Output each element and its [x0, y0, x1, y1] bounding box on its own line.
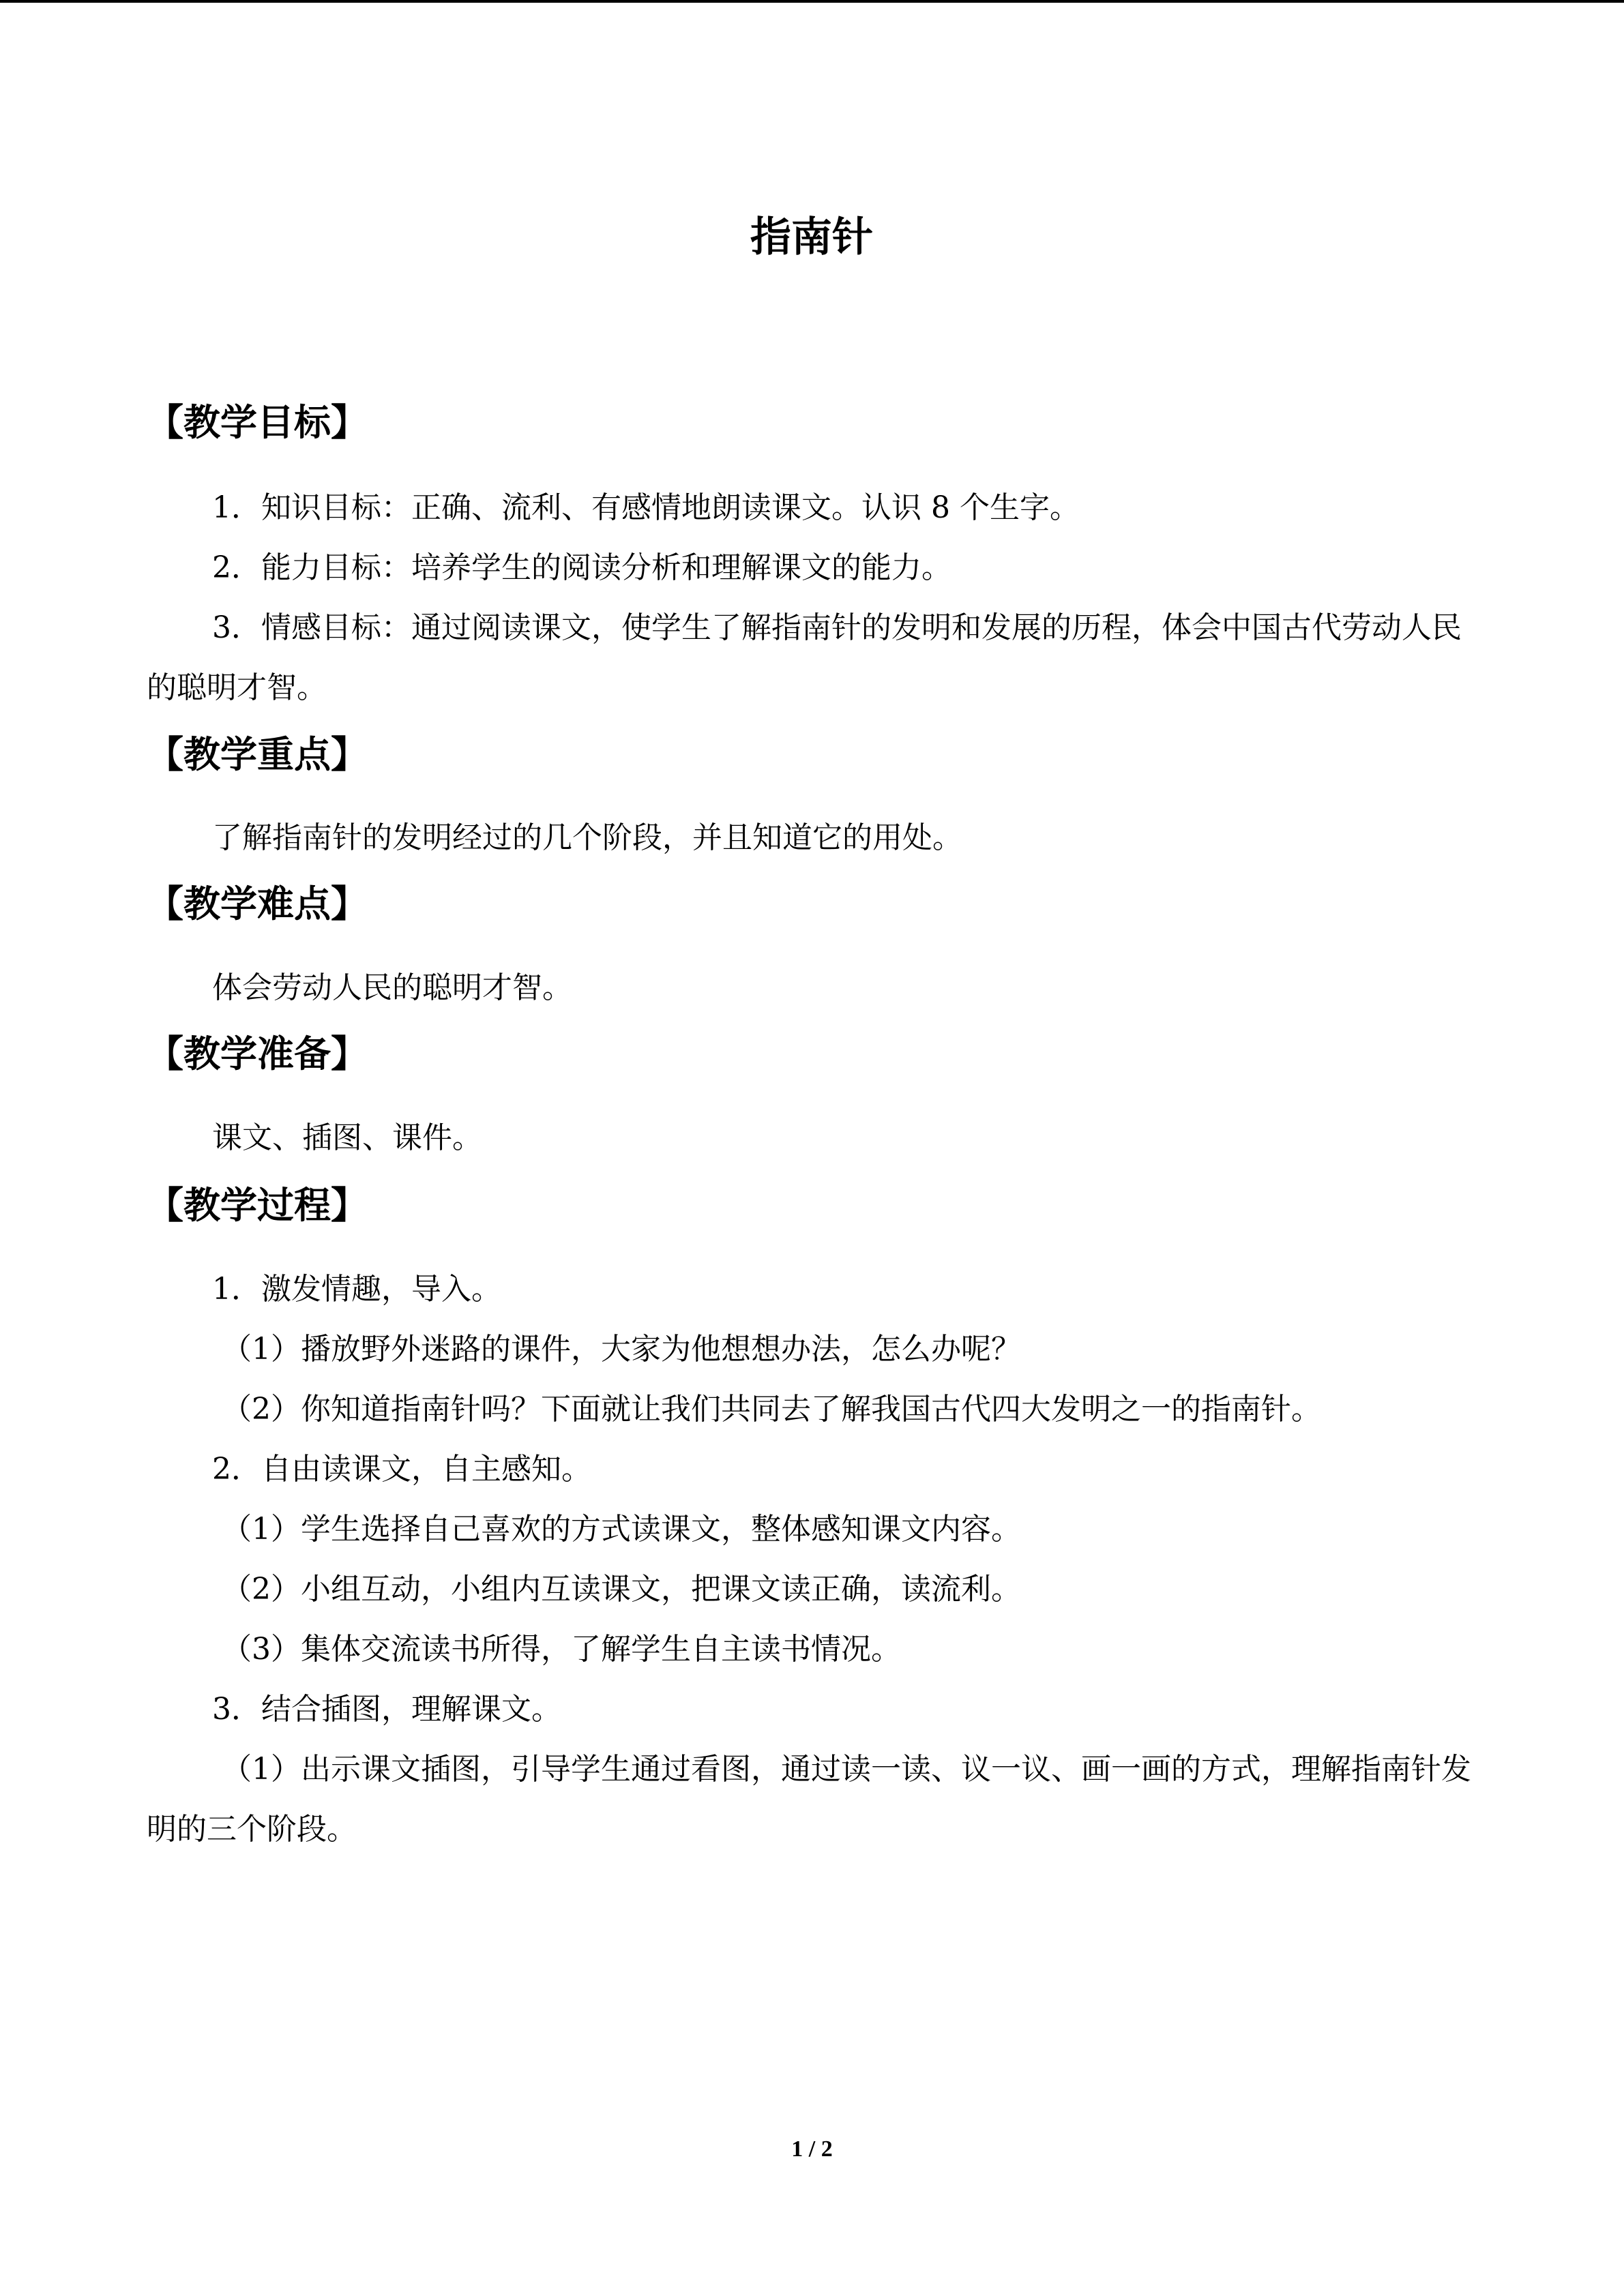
objective-item-2: 2．能力目标：培养学生的阅读分析和理解课文的能力。 [212, 550, 951, 585]
process-step-1: 1．激发情趣，导入。 [212, 1272, 501, 1307]
difficulties-text: 体会劳动人民的聪明才智。 [212, 970, 572, 1005]
top-border-line [0, 0, 1624, 3]
process-step-1-2: （2）你知道指南针吗？下面就让我们共同去了解我国古代四大发明之一的指南针。 [222, 1392, 1321, 1427]
process-step-1-1: （1）播放野外迷路的课件，大家为他想想办法，怎么办呢？ [222, 1332, 1021, 1367]
section-heading-difficulties: 【教学难点】 [147, 882, 368, 925]
section-heading-key-points: 【教学重点】 [147, 733, 368, 776]
process-step-2-3: （3）集体交流读书所得，了解学生自主读书情况。 [222, 1632, 901, 1667]
process-step-3-1: （1）出示课文插图，引导学生通过看图，通过读一读、议一议、画一画的方式，理解指南针发明的三个阶段。 [147, 1752, 1471, 1847]
document-title: 指南针 [750, 213, 873, 261]
process-step-2-2: （2）小组互动，小组内互读课文，把课文读正确，读流利。 [222, 1572, 1021, 1607]
preparation-text: 课文、插图、课件。 [212, 1120, 482, 1155]
objective-item-3: 3．情感目标：通过阅读课文，使学生了解指南针的发明和发展的历程，体会中国古代劳动人民的聪明才智。 [147, 610, 1462, 705]
page-number: 1 / 2 [791, 2136, 833, 2162]
section-heading-process: 【教学过程】 [147, 1184, 368, 1227]
key-points-text: 了解指南针的发明经过的几个阶段，并且知道它的用处。 [212, 820, 962, 855]
section-heading-objectives: 【教学目标】 [147, 401, 368, 444]
process-step-2-1: （1）学生选择自己喜欢的方式读课文，整体感知课文内容。 [222, 1512, 1021, 1547]
section-heading-preparation: 【教学准备】 [147, 1032, 368, 1075]
objective-item-1: 1．知识目标：正确、流利、有感情地朗读课文。认识 8 个生字。 [212, 490, 1080, 525]
process-step-2: 2．自由读课文，自主感知。 [212, 1452, 591, 1487]
process-step-3: 3．结合插图，理解课文。 [212, 1692, 561, 1727]
